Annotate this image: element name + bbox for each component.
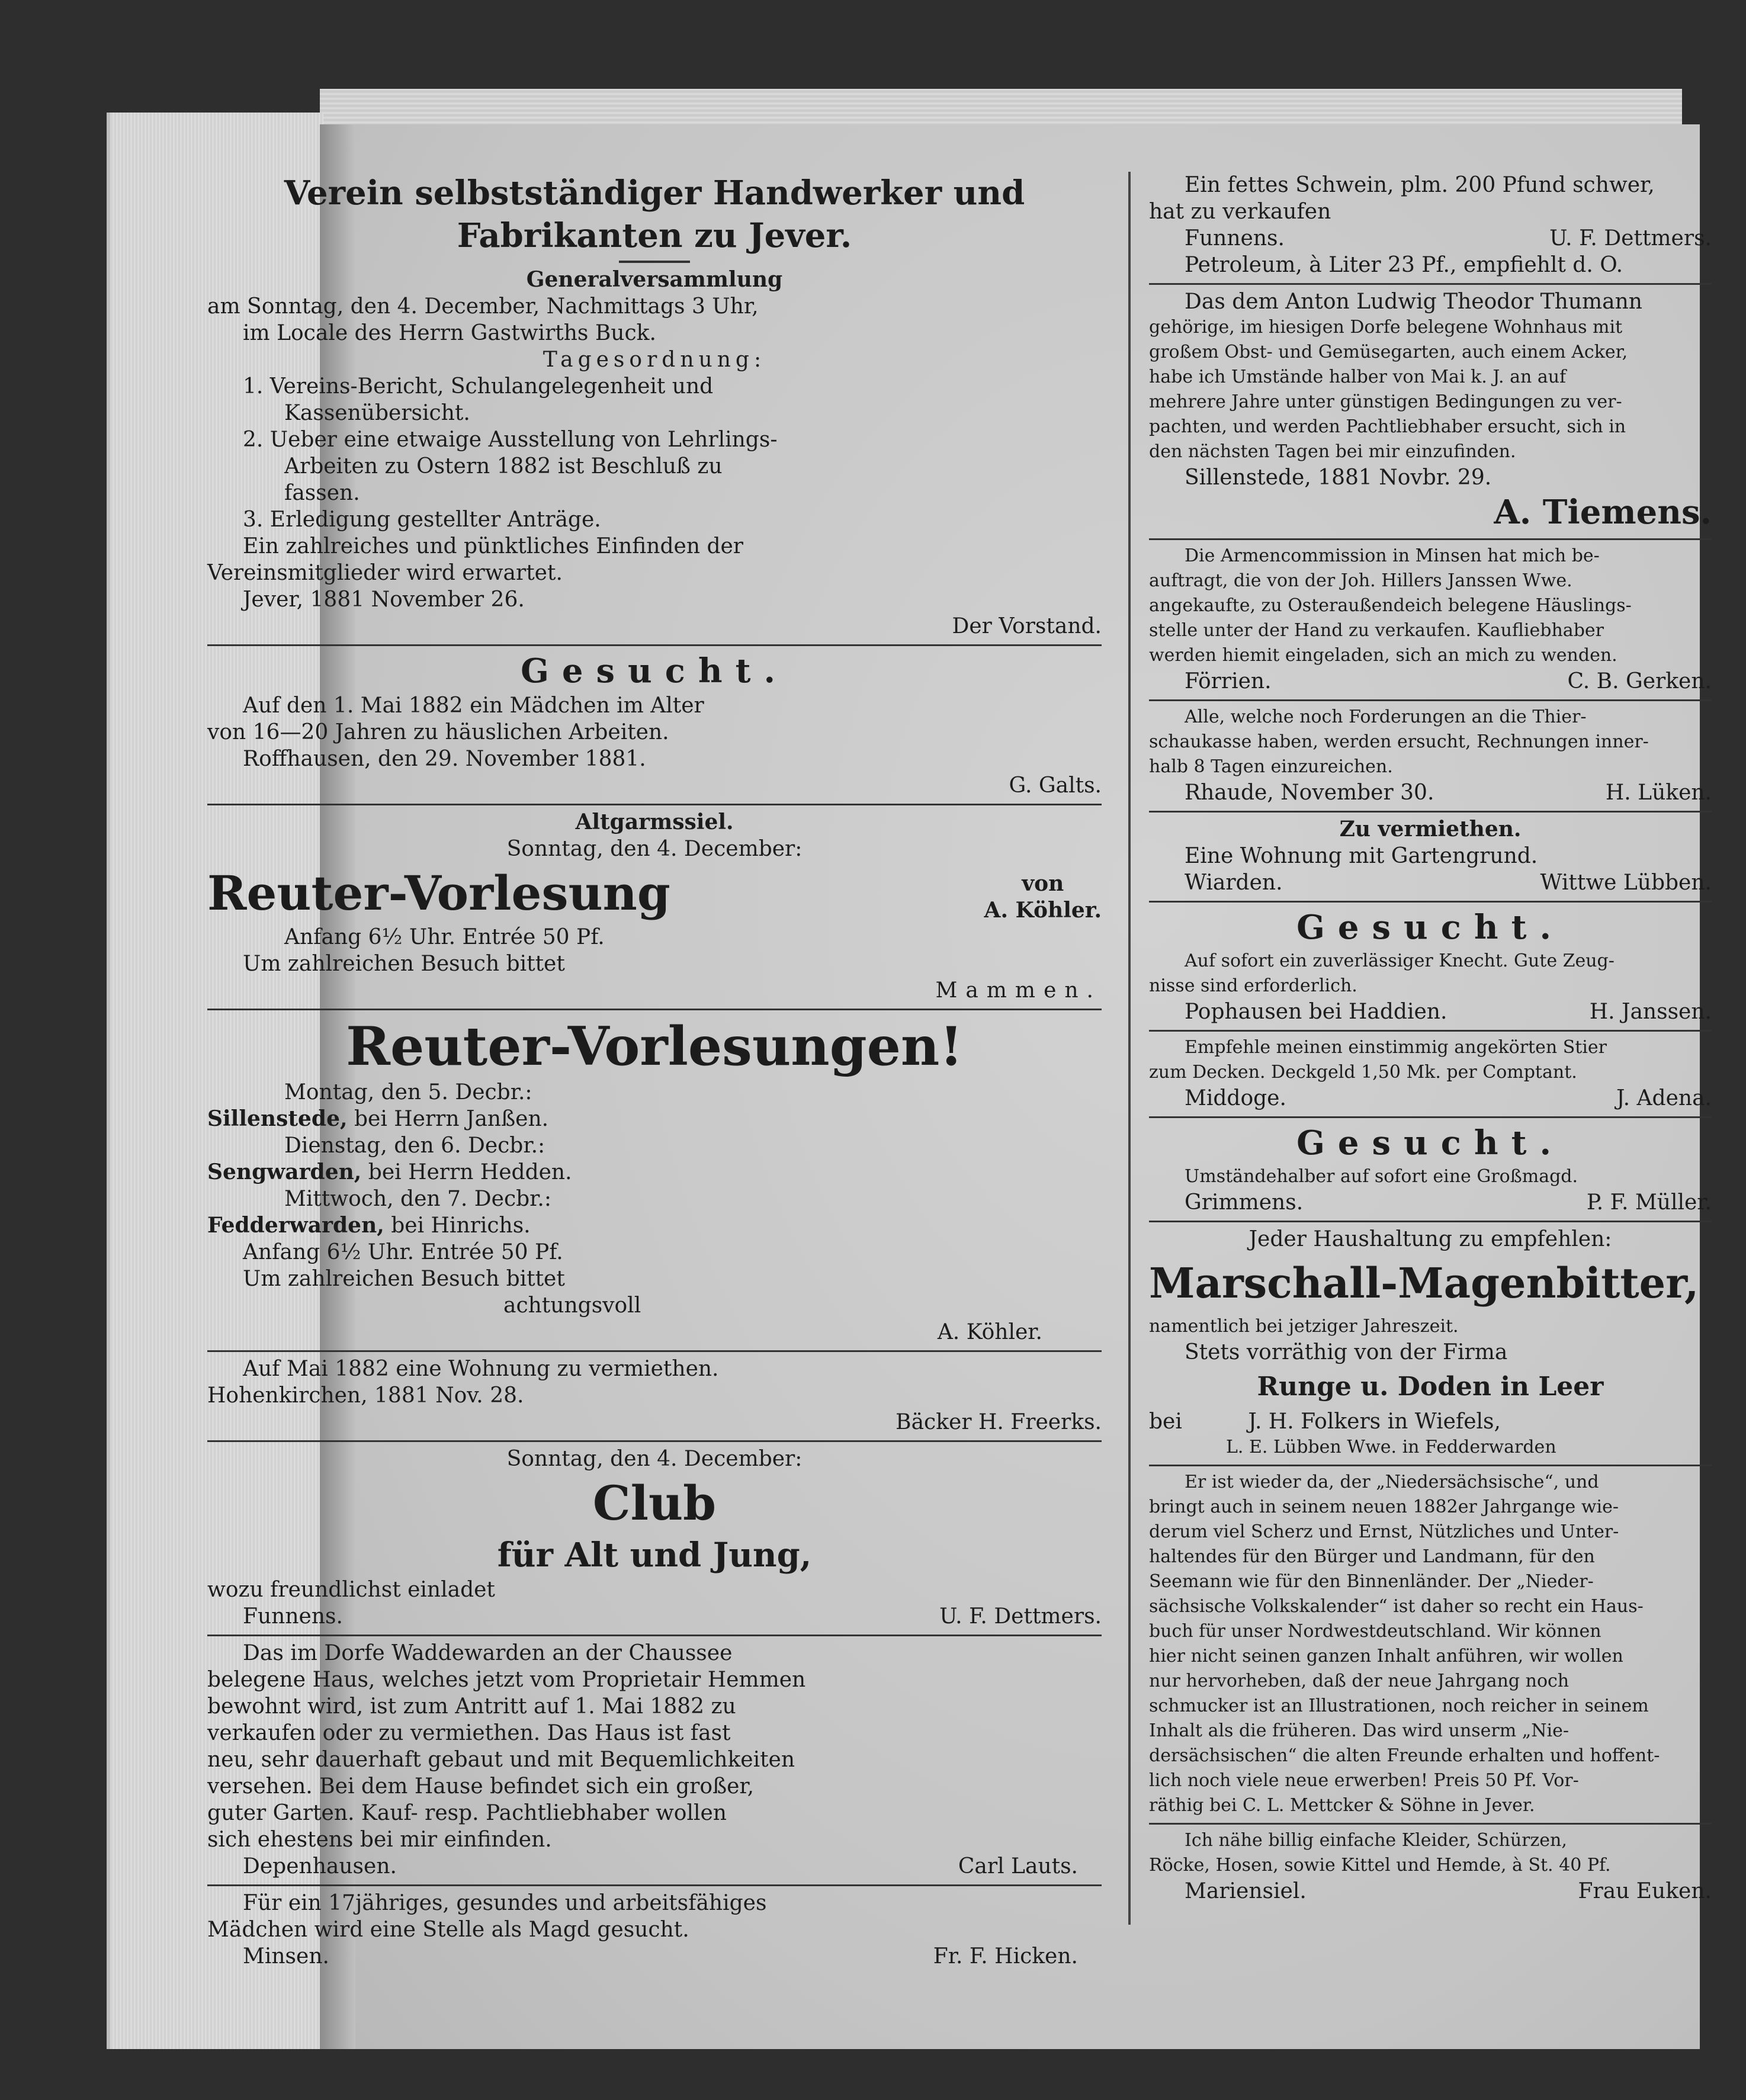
ad-line: namentlich bei jetziger Jahreszeit. (1149, 1316, 1459, 1337)
ad-armencommission (1149, 540, 1712, 701)
ad-place: Mariensiel. (1185, 1879, 1307, 1903)
agenda-item: 1. Vereins-Bericht, Schulangelegenheit und (243, 374, 714, 399)
ad-place: Altgarmssiel. (575, 810, 734, 834)
reuter-title-row (207, 862, 1102, 924)
ad-signer: J. Adena. (1616, 1086, 1712, 1110)
ad-line: Stets vorräthig von der Firma (1185, 1340, 1508, 1364)
ad-line: von 16—20 Jahren zu häuslichen Arbeiten. (207, 720, 669, 744)
ad-line: nur hervorheben, daß der neue Jahrgang noch (1149, 1671, 1570, 1691)
verein-closing: Vereinsmitglieder wird erwartet. (207, 561, 563, 585)
event-venue (207, 1106, 1102, 1132)
gesucht-heading: Gesucht. (521, 651, 788, 691)
ad-line: halb 8 Tagen einzureichen. (1149, 756, 1393, 777)
marschall-title: Marschall-Magenbitter, (1149, 1258, 1699, 1308)
ad-line: den nächsten Tagen bei mir einzufinden. (1149, 441, 1516, 462)
ad-line: werden hiemit eingeladen, sich an mich zu wenden. (1149, 645, 1617, 666)
ad-footer (1149, 668, 1712, 695)
ad-footer (1149, 1085, 1712, 1112)
ad-line: Umständehalber auf sofort eine Großmagd. (1185, 1166, 1578, 1187)
right-column (1149, 71, 1712, 1909)
ad-vermiethen (1149, 813, 1712, 903)
reuter-author-block (984, 862, 1102, 924)
ad-line: großem Obst- und Gemüsegarten, auch einem Acker, (1149, 342, 1628, 362)
left-column (207, 71, 1102, 1974)
event-place: Fedderwarden, (207, 1213, 384, 1238)
ad-footer (207, 1853, 1102, 1880)
ad-place: Minsen. (243, 1944, 329, 1969)
verein-line: im Locale des Herrn Gastwirths Buck. (243, 321, 656, 345)
ad-footer (1149, 1189, 1712, 1216)
ad-signer: H. Lüken. (1605, 781, 1712, 805)
ad-line: Ich nähe billig einfache Kleider, Schürzen, (1185, 1830, 1567, 1851)
verein-closing: Ein zahlreiches und pünktliches Einfinden der (243, 534, 744, 558)
ad-line: belegene Haus, welches jetzt vom Proprietair Hemmen (207, 1668, 806, 1692)
event-date: Mittwoch, den 7. Decbr.: (284, 1187, 552, 1211)
ad-volkskalender (1149, 1466, 1712, 1825)
ad-line: hat zu verkaufen (1149, 200, 1331, 224)
ad-line: Ein fettes Schwein, plm. 200 Pfund schwer, (1185, 173, 1655, 197)
ad-line: dersächsischen“ die alten Freunde erhalten und hoffent- (1149, 1745, 1660, 1766)
ad-line: Um zahlreichen Besuch bittet (243, 952, 565, 976)
event-date: Montag, den 5. Decbr.: (284, 1080, 532, 1104)
ad-stier (1149, 1032, 1712, 1118)
ad-line: Anfang 6½ Uhr. Entrée 50 Pf. (243, 1240, 563, 1264)
ad-line: lich noch viele neue erwerben! Preis 50 Pf. Vor- (1149, 1770, 1579, 1791)
agenda-item: Arbeiten zu Ostern 1882 ist Beschluß zu (284, 454, 723, 479)
ad-line: hier nicht seinen ganzen Inhalt anführen, wir wollen (1149, 1646, 1623, 1666)
ad-line: buch für unser Nordwestdeutschland. Wir können (1149, 1621, 1601, 1642)
ad-gesucht-knecht (1149, 903, 1712, 1032)
ad-line: habe ich Umstände halber von Mai k. J. an auf (1149, 367, 1567, 387)
ad-line: Anfang 6½ Uhr. Entrée 50 Pf. (284, 925, 605, 949)
ad-place: Wiarden. (1185, 871, 1283, 895)
ad-line: Mädchen wird eine Stelle als Magd gesucht. (207, 1918, 689, 1942)
ad-footer (207, 1943, 1102, 1970)
verein-title-1: Verein selbstständiger Handwerker und (284, 174, 1025, 213)
ad-line: sich ehestens bei mir einfinden. (207, 1828, 552, 1852)
ad-line: verkaufen oder zu vermiethen. Das Haus ist fast (207, 1721, 731, 1745)
ad-footer (1149, 225, 1712, 252)
ad-line: pachten, und werden Pachtliebhaber ersucht, sich in (1149, 416, 1626, 437)
ad-line: Auf sofort ein zuverlässiger Knecht. Gute Zeug- (1185, 951, 1615, 971)
ad-line: Petroleum, à Liter 23 Pf., empfiehlt d. O. (1185, 253, 1623, 277)
ad-line: Röcke, Hosen, sowie Kittel und Hemde, à St. 40 Pf. (1149, 1855, 1611, 1876)
verein-date: Jever, 1881 November 26. (243, 587, 525, 612)
ad-line: Inhalt als die früheren. Das wird unserm „Nie- (1149, 1720, 1570, 1741)
ad-signer: A. Köhler. (937, 1320, 1042, 1344)
ad-club (207, 1442, 1102, 1636)
ad-schwein (1149, 71, 1712, 285)
ad-place: Grimmens. (1185, 1190, 1304, 1215)
reuter-vorlesungen-title: Reuter-Vorlesungen! (346, 1015, 963, 1078)
ad-line: haltendes für den Bürger und Landmann, für den (1149, 1546, 1595, 1567)
club-title: Club (592, 1475, 717, 1531)
ad-reuter-vorlesungen (207, 1010, 1102, 1352)
ad-line: gehörige, im hiesigen Dorfe belegene Wohnhaus mit (1149, 317, 1623, 338)
agenda-item: 2. Ueber eine etwaige Ausstellung von Lehrlings- (243, 428, 778, 452)
ad-gesucht (207, 646, 1102, 805)
von-label: von (1022, 871, 1064, 896)
ad-line: bringt auch in seinem neuen 1882er Jahrgange wie- (1149, 1497, 1619, 1517)
ad-line: wozu freundlichst einladet (207, 1578, 495, 1602)
dealer-line (1149, 1408, 1712, 1435)
ad-line: Die Armencommission in Minsen hat mich be- (1185, 545, 1600, 566)
ad-line: nisse sind erforderlich. (1149, 975, 1357, 996)
ad-date: Roffhausen, den 29. November 1881. (243, 747, 646, 771)
ad-line: neu, sehr dauerhaft gebaut und mit Bequemlichkeiten (207, 1748, 795, 1772)
ad-line: zum Decken. Deckgeld 1,50 Mk. per Comptant. (1149, 1062, 1577, 1083)
ad-signer: C. B. Gerken. (1567, 669, 1712, 693)
ad-line: Eine Wohnung mit Gartengrund. (1185, 844, 1538, 868)
ad-line: räthig bei C. L. Mettcker & Söhne in Jever. (1149, 1795, 1535, 1816)
reuter-author: A. Köhler. (984, 898, 1102, 923)
ad-line: Um zahlreichen Besuch bittet (243, 1267, 565, 1291)
ad-place: Förrien. (1185, 669, 1272, 693)
ad-line: auftragt, die von der Joh. Hillers Janssen Wwe. (1149, 570, 1572, 591)
event-place: Sillenstede, (207, 1106, 348, 1131)
ad-thierschau (1149, 701, 1712, 813)
ad-line: bewohnt wird, ist zum Antritt auf 1. Mai 1882 zu (207, 1694, 736, 1719)
ad-signer: H. Janssen. (1589, 1000, 1712, 1024)
ad-line: Jeder Haushaltung zu empfehlen: (1248, 1227, 1612, 1251)
dealer-name: L. E. Lübben Wwe. in Fedderwarden (1226, 1437, 1556, 1457)
ad-signer: Mammen. (935, 978, 1102, 1003)
ad-altgarmssiel (207, 805, 1102, 1010)
ad-line: Empfehle meinen einstimmig angekörten Stier (1185, 1037, 1607, 1058)
agenda-heading: Tagesordnung: (543, 348, 766, 372)
ad-place: Funnens. (243, 1604, 343, 1629)
ad-line: achtungsvoll (503, 1293, 641, 1318)
ad-signer: A. Tiemens. (1494, 493, 1712, 532)
event-host: bei Herrn Janßen. (354, 1107, 549, 1131)
ad-line: sächsische Volkskalender“ ist daher so recht ein Haus- (1149, 1596, 1644, 1617)
ad-heading: Zu vermiethen. (1339, 817, 1522, 842)
ad-line: angekaufte, zu Osteraußendeich belegene Häuslings- (1149, 595, 1632, 616)
ad-line: schmucker ist an Illustrationen, noch reicher in seinem (1149, 1696, 1649, 1716)
event-host: bei Hinrichs. (391, 1213, 531, 1238)
ad-line: Das dem Anton Ludwig Theodor Thumann (1185, 290, 1642, 314)
ad-signer: Frau Euken. (1578, 1879, 1712, 1903)
ad-footer (1149, 998, 1712, 1025)
column-divider (1128, 172, 1131, 1925)
ad-place: Middoge. (1185, 1086, 1286, 1110)
ad-line: Er ist wieder da, der „Niedersächsische“, und (1185, 1472, 1599, 1492)
ad-signer: Wittwe Lübben. (1540, 871, 1712, 895)
event-date: Dienstag, den 6. Decbr.: (284, 1134, 545, 1158)
ad-signer: G. Galts. (1009, 773, 1102, 798)
title-rule (619, 261, 690, 263)
bei-label: bei (1149, 1409, 1182, 1434)
ad-place: Pophausen bei Haddien. (1185, 1000, 1447, 1024)
ad-footer (207, 1603, 1102, 1630)
ad-naehen (1149, 1825, 1712, 1909)
verein-title-2: Fabrikanten zu Jever. (457, 216, 852, 255)
ad-wohnung (207, 1352, 1102, 1442)
agenda-item: 3. Erledigung gestellter Anträge. (243, 508, 601, 532)
event-venue (207, 1159, 1102, 1186)
ad-line: versehen. Bei dem Hause befindet sich ein großer, (207, 1774, 755, 1799)
event-venue (207, 1212, 1102, 1239)
verein-subtitle: Generalversammlung (526, 267, 783, 292)
ad-signer: Fr. F. Hicken. (933, 1944, 1078, 1969)
ad-signer: U. F. Dettmers. (1549, 226, 1712, 251)
ad-line: Auf Mai 1882 eine Wohnung zu vermiethen. (243, 1357, 719, 1381)
ad-signer: Carl Lauts. (958, 1854, 1078, 1879)
ad-place: Funnens. (1185, 226, 1285, 251)
ad-magd (207, 1886, 1102, 1974)
event-host: bei Herrn Hedden. (368, 1160, 572, 1184)
ad-date: Sonntag, den 4. December: (506, 1447, 803, 1471)
ad-line: Seemann wie für den Binnenländer. Der „Nieder- (1149, 1571, 1594, 1592)
ad-line: schaukasse haben, werden ersucht, Rechnungen inner- (1149, 731, 1649, 752)
ad-date: Rhaude, November 30. (1185, 781, 1434, 805)
verein-line: am Sonntag, den 4. December, Nachmittags 3 Uhr, (207, 294, 759, 319)
firm-name: Runge u. Doden in Leer (1257, 1372, 1604, 1402)
ad-line: Das im Dorfe Waddewarden an der Chaussee (243, 1641, 733, 1665)
ad-line: guter Garten. Kauf- resp. Pachtliebhaber wollen (207, 1801, 727, 1825)
verein-signer: Der Vorstand. (952, 614, 1102, 638)
ad-gesucht-grossmagd (1149, 1118, 1712, 1222)
ad-signer: U. F. Dettmers. (939, 1604, 1102, 1629)
dealer-name: J. H. Folkers in Wiefels, (1248, 1409, 1501, 1434)
agenda-item: Kassenübersicht. (284, 401, 470, 425)
ad-footer (1149, 779, 1712, 806)
ad-date: Hohenkirchen, 1881 Nov. 28. (207, 1383, 524, 1408)
agenda-item: fassen. (284, 481, 360, 505)
ad-place: Depenhausen. (243, 1854, 397, 1879)
gesucht-heading: Gesucht. (1296, 1123, 1564, 1163)
ad-footer (1149, 1878, 1712, 1905)
ad-date: Sonntag, den 4. December: (506, 837, 803, 861)
ad-marschall (1149, 1222, 1712, 1466)
ad-haus (207, 1636, 1102, 1886)
ad-signer: Bäcker H. Freerks. (896, 1410, 1102, 1434)
event-place: Sengwarden, (207, 1160, 362, 1184)
ad-line: derum viel Scherz und Ernst, Nützliches und Unter- (1149, 1521, 1619, 1542)
reuter-title: Reuter-Vorlesung (207, 865, 670, 921)
ad-thumann (1149, 285, 1712, 540)
ad-footer (1149, 869, 1712, 896)
ad-signer: P. F. Müller. (1586, 1190, 1712, 1215)
ad-line: Für ein 17jähriges, gesundes und arbeitsfähiges (243, 1891, 767, 1915)
ad-line: Auf den 1. Mai 1882 ein Mädchen im Alter (243, 693, 704, 718)
ad-line: mehrere Jahre unter günstigen Bedingungen zu ver- (1149, 391, 1622, 412)
ad-date: Sillenstede, 1881 Novbr. 29. (1185, 465, 1492, 490)
club-subtitle: für Alt und Jung, (497, 1536, 812, 1575)
gesucht-heading: Gesucht. (1296, 908, 1564, 947)
ad-line: stelle unter der Hand zu verkaufen. Kaufliebhaber (1149, 620, 1604, 641)
ad-line: Alle, welche noch Forderungen an die Thier- (1185, 707, 1587, 727)
ad-verein (207, 71, 1102, 646)
